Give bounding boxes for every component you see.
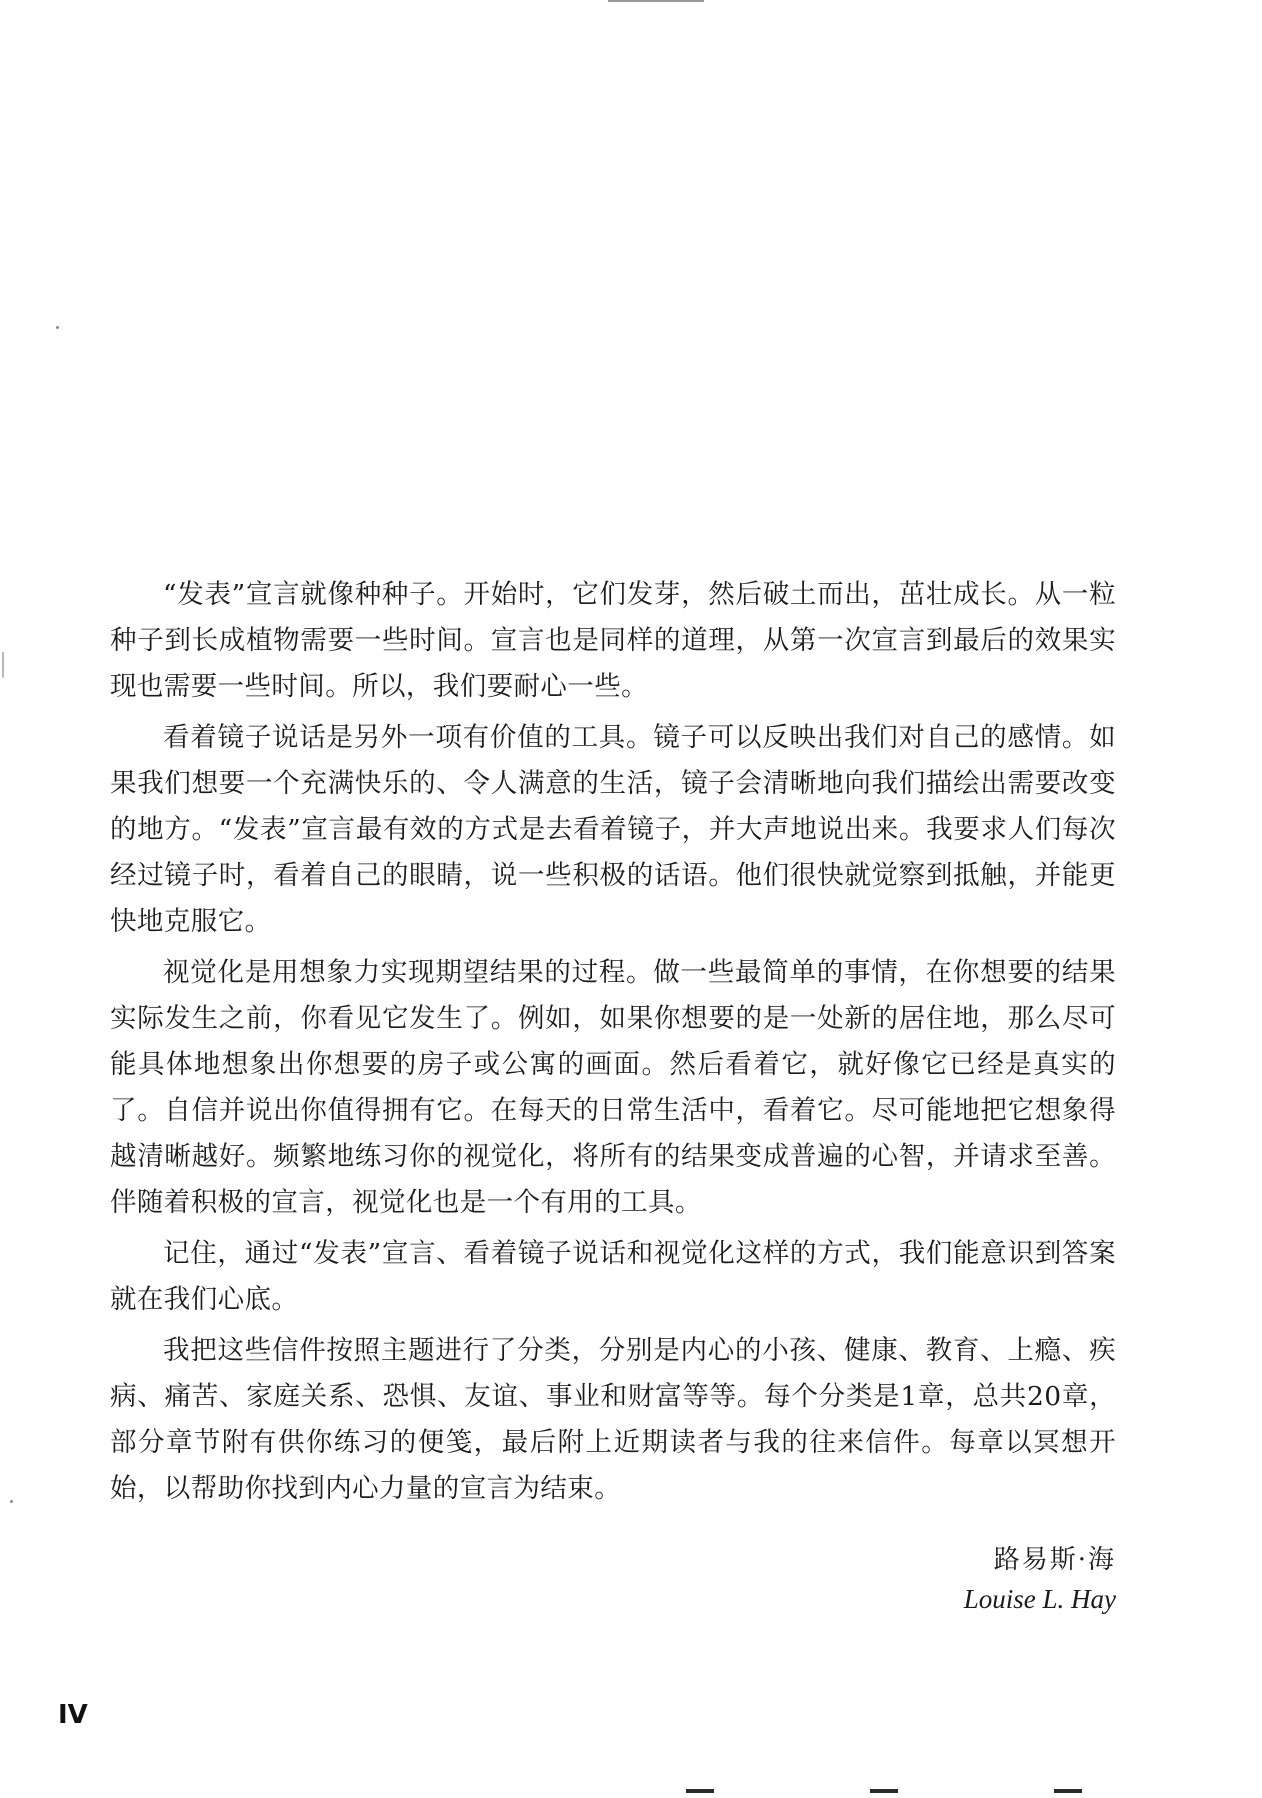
bottom-edge-mark xyxy=(870,1789,898,1793)
scan-speck xyxy=(10,1500,13,1503)
paragraph-affirmations: “发表”宣言就像种种子。开始时，它们发芽，然后破土而出，茁壮成长。从一粒种子到长成植物需要一些时间。宣言也是同样的道理，从第一次宣言到最后的效果实现也需要一些时间。所以，我们要耐心一些。 xyxy=(110,579,1116,702)
scan-speck xyxy=(56,326,59,329)
scan-speck xyxy=(2,652,4,678)
top-edge-mark xyxy=(608,0,704,2)
bottom-edge-mark xyxy=(1054,1789,1082,1793)
author-signature xyxy=(964,1540,1116,1618)
paragraph-book-structure: 我把这些信件按照主题进行了分类，分别是内心的小孩、健康、教育、上瘾、疾病、痛苦、家庭关系、恐惧、友谊、事业和财富等等。每个分类是1章，总共20章，部分章节附有供你练习的便笺，最后附上近期读者与我的往来信件。每章以冥想开始，以帮助你找到内心力量的宣言为结束。 xyxy=(110,1335,1116,1504)
author-name-chinese: 路易斯·海 xyxy=(993,1545,1116,1575)
paragraph-mirror-work: 看着镜子说话是另外一项有价值的工具。镜子可以反映出我们对自己的感情。如果我们想要一个充满快乐的、令人满意的生活，镜子会清晰地向我们描绘出需要改变的地方。“发表”宣言最有效的方式是去看着镜子，并大声地说出来。我要求人们每次经过镜子时，看着自己的眼睛，说一些积极的话语。他们很快就觉察到抵触，并能更快地克服它。 xyxy=(110,722,1116,937)
page-number: IV xyxy=(58,1700,88,1730)
bottom-edge-mark xyxy=(686,1789,714,1793)
paragraph-visualization: 视觉化是用想象力实现期望结果的过程。做一些最简单的事情，在你想要的结果实际发生之前，你看见它发生了。例如，如果你想要的是一处新的居住地，那么尽可能具体地想象出你想要的房子或公寓的画面。然后看着它，就好像它已经是真实的了。自信并说出你值得拥有它。在每天的日常生活中，看着它。尽可能地把它想象得越清晰越好。频繁地练习你的视觉化，将所有的结果变成普遍的心智，并请求至善。伴随着积极的宣言，视觉化也是一个有用的工具。 xyxy=(110,957,1116,1218)
author-name-english: Louise L. Hay xyxy=(963,1584,1116,1614)
body-text xyxy=(110,572,1116,1517)
paragraph-remember: 记住，通过“发表”宣言、看着镜子说话和视觉化这样的方式，我们能意识到答案就在我们心底。 xyxy=(110,1238,1116,1315)
